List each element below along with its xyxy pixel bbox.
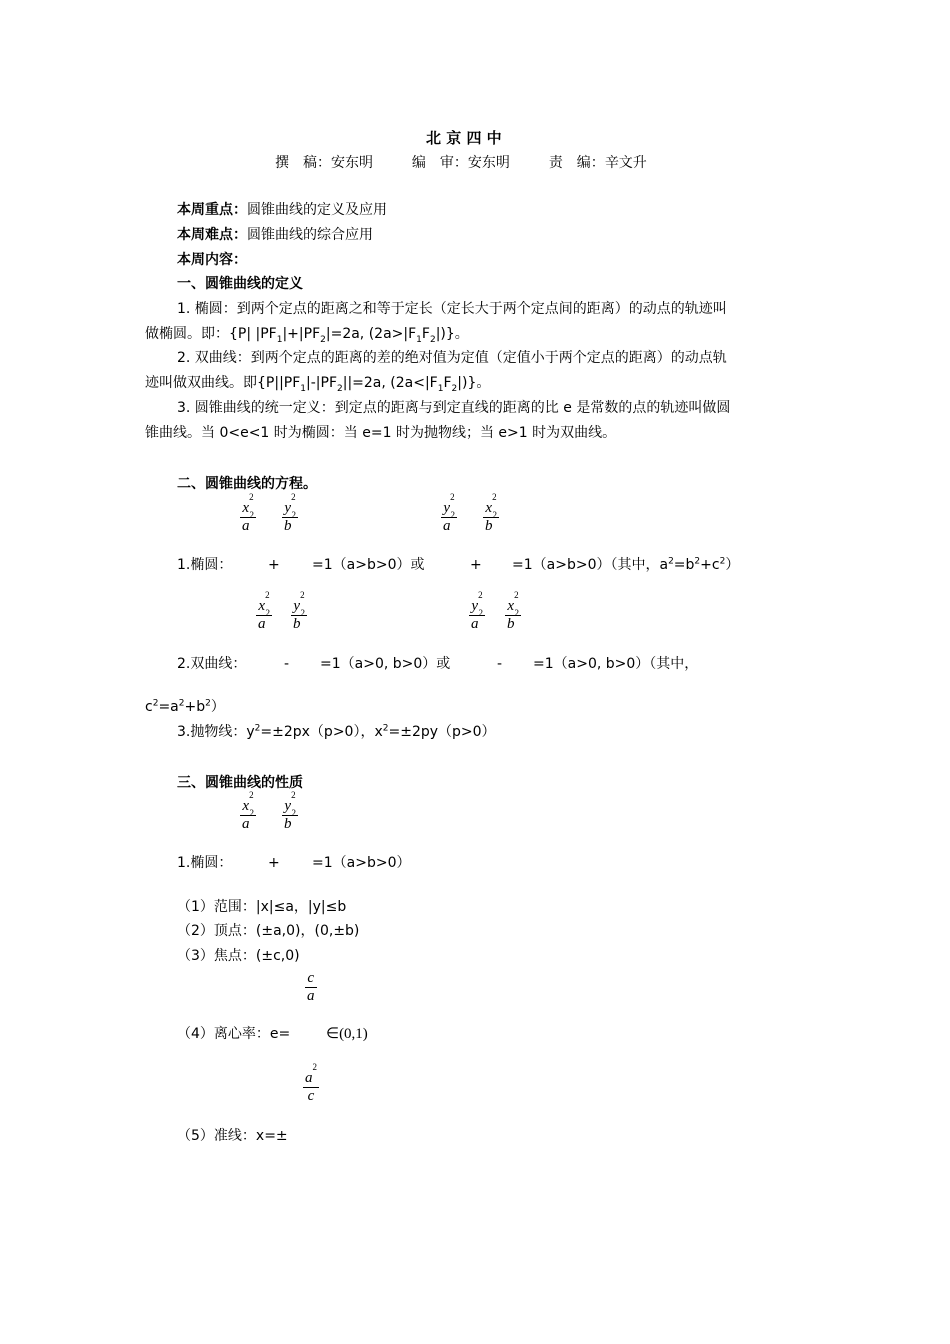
def-hyperbola-text: |)}。 (457, 375, 491, 391)
ellipse-plus-2: + (470, 557, 482, 573)
subscript: 2 (320, 334, 326, 345)
fraction-x2-over-a2: $x^2$ $a^2$ (242, 790, 254, 832)
fraction-y2-over-b2: $y^2$ $b^2$ (293, 590, 305, 632)
def-ellipse-text: |)}。 (435, 326, 469, 342)
fraction-x2-over-b2: $x^2$ $b^2$ (485, 492, 497, 534)
hyperbola-minus-2: - (497, 656, 503, 672)
def-ellipse-text: 做椭圆。即：{P| |PF (145, 326, 277, 342)
def-hyperbola-text: 迹叫做双曲线。即{P||PF (145, 375, 301, 391)
editor-name: 辛文升 (604, 155, 647, 171)
author-label: 撰 稿： (275, 155, 331, 171)
section3-title: 三、圆锥曲线的性质 (177, 775, 303, 791)
fraction-y2-over-a2: $y^2$ $a^2$ (443, 492, 455, 534)
ellipse-cond-1: =1（a>b>0）或 (312, 557, 425, 573)
property-ellipse-cond: =1（a>b>0） (312, 855, 411, 871)
def-hyperbola-line1: 2. 双曲线：到两个定点的距离的差的绝对值为定值（定值小于两个定点的距离）的动点轨 (177, 350, 727, 366)
fraction-c-over-a: c a (307, 970, 315, 1004)
property-vertex: （2）顶点：(±a,0)，(0,±b) (177, 923, 360, 939)
subscript: 1 (416, 334, 422, 345)
author-name: 安东明 (331, 155, 373, 171)
property-ellipse-plus: + (268, 855, 280, 871)
property-eccentricity-set: ∈(0,1) (326, 1026, 368, 1042)
focus-text: 圆锥曲线的定义及应用 (247, 202, 387, 218)
def-unified-line1: 3. 圆锥曲线的统一定义：到定点的距离与到定直线的距离的比 e 是常数的点的轨迹叫做圆 (177, 400, 731, 416)
def-ellipse-line1: 1. 椭圆：到两个定点的距离之和等于定长（定长大于两个定点间的距离）的动点的轨迹叫 (177, 301, 727, 317)
property-eccentricity-label: （4）离心率：e= (177, 1026, 291, 1042)
subscript: 1 (437, 383, 444, 394)
fraction-x2-over-a2: $x^2$ $a^2$ (242, 492, 254, 534)
fraction-y2-over-b2: $y^2$ $b^2$ (284, 790, 296, 832)
hyperbola-relation: $c^2=a^2+b^2$） (145, 698, 225, 715)
ellipse-cond-2: =1（a>b>0）（其中，$a^2=b^2+c^2$） (512, 556, 740, 573)
def-hyperbola-line2 (145, 373, 490, 393)
def-unified-line2: 锥曲线。当 0<e<1 时为椭圆：当 e=1 时为抛物线；当 e>1 时为双曲线。 (145, 425, 617, 441)
def-ellipse-text: |=2a, (2a>|F (325, 326, 417, 342)
fraction-y2-over-a2: $y^2$ $a^2$ (471, 590, 483, 632)
fraction-a2-over-c: $a^2$ c (305, 1062, 317, 1104)
property-directrix-label: （5）准线：x=± (177, 1128, 288, 1144)
section2-title: 二、圆锥曲线的方程。 (177, 476, 317, 492)
weekly-focus (177, 200, 387, 220)
def-ellipse-text: F (421, 326, 430, 342)
parabola-equations: 3.抛物线：$y^2=\pm 2px(p>0)$，$x^2=\pm 2py(p>0)$ (177, 723, 496, 740)
reviewer-label: 编 审： (411, 155, 468, 171)
hyperbola-cond-2: =1（a>0, b>0）（其中， (533, 656, 699, 672)
fraction-x2-over-b2: $x^2$ $b^2$ (507, 590, 519, 632)
section1-title: 一、圆锥曲线的定义 (177, 276, 303, 292)
credits-line (275, 153, 647, 173)
ellipse-equation-line (177, 555, 232, 575)
def-ellipse-text: |+|PF (282, 326, 321, 342)
def-hyperbola-text: |-|PF (306, 375, 337, 391)
def-hyperbola-text: ||=2a, (2a<|F (342, 375, 438, 391)
property-range: （1）范围：|x|≤a，|y|≤b (177, 899, 347, 915)
property-focus: （3）焦点：(±c,0) (177, 948, 300, 964)
hyperbola-label: 2.双曲线： (177, 656, 247, 672)
weekly-content-label: 本周内容： (177, 252, 247, 268)
difficulty-text: 圆锥曲线的综合应用 (247, 227, 373, 243)
focus-label: 本周重点： (177, 202, 247, 218)
hyperbola-minus-1: - (284, 656, 290, 672)
school-title: 北 京 四 中 (426, 129, 502, 147)
subscript: 1 (300, 383, 307, 394)
editor-label: 责 编： (548, 155, 605, 171)
fraction-y2-over-b2: $y^2$ $b^2$ (284, 492, 296, 534)
subscript: 2 (337, 383, 343, 394)
subscript: 2 (451, 383, 458, 394)
def-ellipse-line2 (145, 324, 469, 344)
reviewer-name: 安东明 (467, 155, 510, 171)
def-hyperbola-text: F (443, 375, 452, 391)
hyperbola-cond-1: =1（a>0, b>0）或 (320, 656, 451, 672)
subscript: 1 (276, 334, 283, 345)
difficulty-label: 本周难点： (177, 227, 247, 243)
ellipse-label: 1.椭圆： (177, 557, 233, 573)
ellipse-plus-1: + (268, 557, 280, 573)
fraction-x2-over-a2: $x^2$ $a^2$ (258, 590, 270, 632)
subscript: 2 (429, 334, 436, 345)
property-ellipse-label: 1.椭圆： (177, 855, 233, 871)
weekly-difficulty (177, 225, 373, 245)
